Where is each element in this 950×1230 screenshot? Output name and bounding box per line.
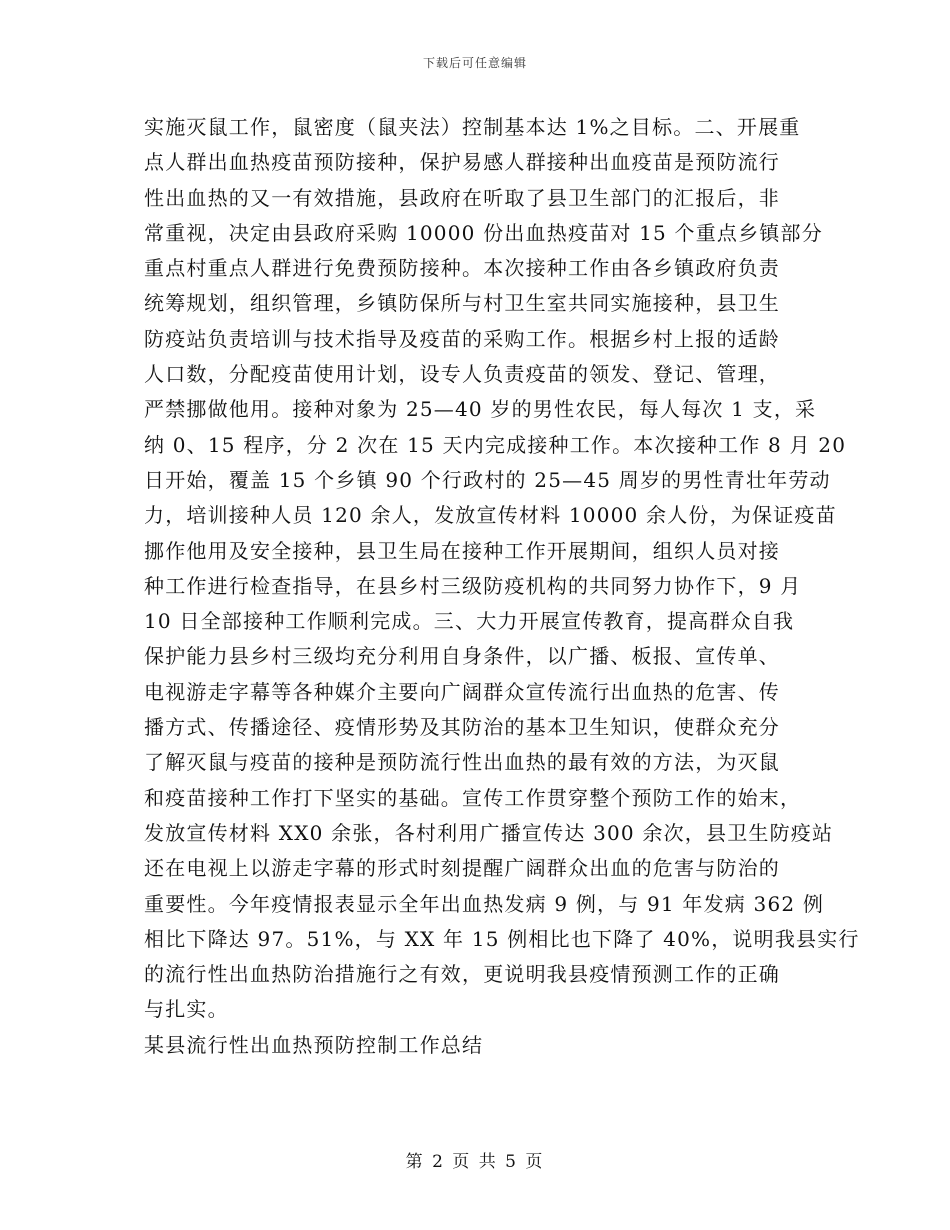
text-line: 电视游走字幕等各种媒介主要向广阔群众宣传流行出血热的危害、传 (144, 679, 780, 704)
text-line: 防疫站负责培训与技术指导及疫苗的采购工作。根据乡村上报的适龄 (144, 326, 780, 351)
text-line: 和疫苗接种工作打下坚实的基础。宣传工作贯穿整个预防工作的始末， (144, 785, 802, 810)
text-line: 日开始，覆盖 15 个乡镇 90 个行政村的 25—45 周岁的男性青壮年劳动 (144, 467, 831, 492)
text-line: 常重视，决定由县政府采购 10000 份出血热疫苗对 15 个重点乡镇部分 (144, 220, 823, 245)
text-line: 实施灭鼠工作，鼠密度（鼠夹法）控制基本达 1%之目标。二、开展重 (144, 115, 801, 139)
text-line: 相比下降达 97。51%，与 XX 年 15 例相比也下降了 40%，说明我县实行 (144, 926, 860, 951)
text-line: 力，培训接种人员 120 余人，发放宣传材料 10000 余人份，为保证疫苗 (144, 503, 837, 528)
page-footer (0, 1147, 950, 1172)
text-line: 严禁挪做他用。接种对象为 25—40 岁的男性农民，每人每次 1 支，采 (144, 397, 817, 422)
text-line: 挪作他用及安全接种，县卫生局在接种工作开展期间，组织人员对接 (144, 538, 780, 563)
text-line: 了解灭鼠与疫苗的接种是预防流行性出血热的最有效的方法，为灭鼠 (144, 750, 780, 775)
text-line: 发放宣传材料 XX0 余张，各村利用广播宣传达 300 余次，县卫生防疫站 (144, 820, 834, 845)
document-title-line: 某县流行性出血热预防控制工作总结 (144, 1032, 484, 1057)
document-body (144, 110, 860, 1063)
page-number-label: 第 2 页 共 5 页 (405, 1152, 545, 1172)
text-line: 保护能力县乡村三级均充分利用自身条件，以广播、板报、宣传单、 (144, 644, 780, 669)
text-line: 种工作进行检查指导，在县乡村三级防疫机构的共同努力协作下，9 月 (144, 573, 802, 598)
text-line: 与扎实。 (144, 997, 229, 1022)
text-line: 统筹规划，组织管理，乡镇防保所与村卫生室共同实施接种，县卫生 (144, 291, 780, 316)
text-line: 性出血热的又一有效措施，县政府在听取了县卫生部门的汇报后，非 (144, 185, 780, 210)
text-line: 的流行性出血热防治措施行之有效，更说明我县疫情预测工作的正确 (144, 962, 780, 987)
page-header-note: 下载后可任意编辑 (422, 56, 527, 70)
text-line: 重点村重点人群进行免费预防接种。本次接种工作由各乡镇政府负责 (144, 256, 780, 281)
text-line: 点人群出血热疫苗预防接种，保护易感人群接种出血疫苗是预防流行 (144, 150, 780, 175)
text-line: 10 日全部接种工作顺利完成。三、大力开展宣传教育，提高群众自我 (144, 609, 795, 634)
text-line: 人口数，分配疫苗使用计划，设专人负责疫苗的领发、登记、管理， (144, 362, 780, 387)
text-line: 重要性。今年疫情报表显示全年出血热发病 9 例，与 91 年发病 362 例 (144, 891, 825, 916)
text-line: 播方式、传播途径、疫情形势及其防治的基本卫生知识，使群众充分 (144, 715, 780, 740)
text-line: 还在电视上以游走字幕的形式时刻提醒广阔群众出血的危害与防治的 (144, 856, 780, 881)
text-line: 纳 0、15 程序，分 2 次在 15 天内完成接种工作。本次接种工作 8 月 20 (144, 432, 847, 457)
